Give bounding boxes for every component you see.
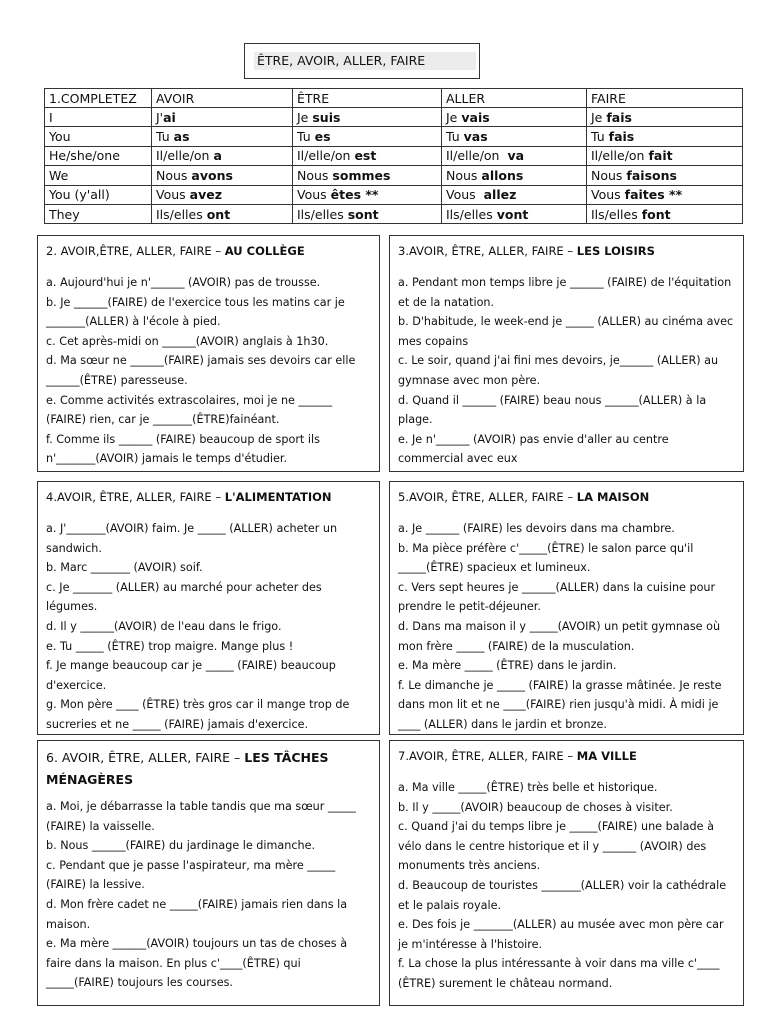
exercise-item: g. Mon père ____ (ÊTRE) très gros car il mange trop de sucreries et ne _____ (FAIRE) jamais d'exercice.: [46, 698, 350, 731]
subject-pronoun: Nous: [297, 167, 333, 183]
exercise-box: [37, 235, 380, 472]
table-row: [45, 108, 743, 127]
table-header-cell: ÊTRE: [293, 89, 442, 108]
exercise-item: e. Ma mère _____ (ÊTRE) dans le jardin.: [398, 659, 617, 673]
conjugation-cell: [587, 185, 743, 204]
table-row: [45, 185, 743, 204]
subject-pronoun: Je: [591, 109, 607, 125]
exercise-item: f. Je mange beaucoup car je _____ (FAIRE) beaucoup d'exercice.: [46, 659, 336, 692]
verb-form: es: [314, 129, 331, 145]
conjugation-cell: [152, 127, 293, 146]
exercise-item: a. Je ______ (FAIRE) les devoirs dans ma chambre.: [398, 522, 675, 535]
exercise-title: [398, 488, 735, 507]
verb-form: fais: [606, 109, 632, 125]
exercise-box: [389, 235, 744, 472]
pronoun-cell: I: [45, 108, 152, 127]
table-header-cell: FAIRE: [587, 89, 743, 108]
subject-pronoun: Ils/elles: [297, 206, 348, 222]
conjugation-cell: [442, 204, 587, 223]
verb-form: vais: [461, 109, 490, 125]
verb-form: allez: [483, 187, 517, 203]
conjugation-cell: [442, 185, 587, 204]
exercise-title-prefix: 5.AVOIR, ÊTRE, ALLER, FAIRE –: [398, 490, 577, 504]
conjugation-cell: [293, 146, 442, 165]
conjugation-cell: [442, 108, 587, 127]
exercise-item: d. Il y ______(AVOIR) de l'eau dans le frigo.: [46, 619, 282, 633]
table-row: [45, 127, 743, 146]
exercise-item: c. Cet après-midi on ______(AVOIR) anglais à 1h30.: [46, 334, 329, 348]
exercise-box: [37, 481, 380, 735]
pronoun-cell: You (y'all): [45, 185, 152, 204]
exercise-title: [46, 488, 371, 507]
subject-pronoun: Tu: [297, 129, 315, 145]
exercise-topic: MA VILLE: [576, 749, 637, 763]
table-row: [45, 146, 743, 165]
verb-form: vas: [463, 129, 488, 145]
verb-form: êtes **: [330, 187, 379, 203]
subject-pronoun: Tu: [446, 129, 464, 145]
verb-form: vont: [496, 206, 529, 222]
subject-pronoun: Tu: [591, 129, 609, 145]
exercise-item: a. Aujourd'hui je n'______ (AVOIR) pas de trousse.: [46, 276, 321, 289]
conjugation-cell: [442, 127, 587, 146]
verb-form: avez: [189, 187, 222, 203]
verb-form: a: [213, 148, 222, 164]
table-row: [45, 166, 743, 185]
exercise-item: d. Dans ma maison il y _____(AVOIR) un petit gymnase où mon frère _____ (FAIRE) de la musculation.: [398, 619, 721, 653]
subject-pronoun: Je: [446, 109, 462, 125]
subject-pronoun: Vous: [591, 187, 625, 203]
exercise-box: [37, 740, 380, 1006]
verb-form: font: [641, 206, 671, 222]
conjugation-cell: [442, 166, 587, 185]
exercise-topic: AU COLLÈGE: [224, 244, 305, 258]
exercise-title: [398, 747, 735, 766]
subject-pronoun: Nous: [591, 167, 627, 183]
table-header-cell: 1.COMPLETEZ: [45, 89, 152, 108]
exercise-title-prefix: 3.AVOIR, ÊTRE, ALLER, FAIRE –: [398, 244, 577, 258]
verb-form: faisons: [626, 167, 677, 183]
exercise-item: b. Marc _______ (AVOIR) soif.: [46, 561, 203, 575]
exercise-item: b. Nous ______(FAIRE) du jardinage le dimanche.: [46, 839, 316, 853]
conjugation-cell: [293, 166, 442, 185]
verb-form: ai: [163, 109, 176, 125]
exercise-item: d. Beaucoup de touristes _______(ALLER) voir la cathédrale et le palais royale.: [398, 878, 727, 912]
exercise-item: a. Pendant mon temps libre je ______ (FAIRE) de l'équitation et de la natation.: [398, 276, 732, 309]
subject-pronoun: Tu: [156, 129, 174, 145]
verb-form: fais: [608, 129, 635, 145]
verb-form: fait: [648, 148, 673, 164]
exercise-item: e. Ma mère ______(AVOIR) toujours un tas de choses à faire dans la maison. En plus c'____(ÊTRE) qui _____(FAIRE) toujours les courses.: [46, 937, 348, 990]
verb-form: est: [354, 148, 377, 164]
exercise-item: d. Quand il ______ (FAIRE) beau nous ______(ALLER) à la plage.: [398, 393, 707, 427]
conjugation-cell: [293, 204, 442, 223]
conjugation-cell: [442, 146, 587, 165]
exercise-title: [46, 242, 371, 261]
exercise-topic: L'ALIMENTATION: [224, 490, 332, 504]
exercise-topic: LES TÂCHES MÉNAGÈRES: [46, 750, 329, 787]
exercise-item: f. Comme ils ______ (FAIRE) beaucoup de sport ils n'_______(AVOIR) jamais le temps d'étudier.: [46, 432, 320, 466]
exercise-item: f. Le dimanche je _____ (FAIRE) la grasse mâtinée. Je reste dans mon lit et ne ____(FAIRE) rien jusqu'à midi. À midi je ____ (ALLER) dans le jardin et bronze.: [398, 678, 722, 731]
exercise-title-prefix: 2. AVOIR,ÊTRE, ALLER, FAIRE –: [46, 244, 225, 258]
subject-pronoun: Nous: [446, 167, 482, 183]
conjugation-cell: [152, 185, 293, 204]
table-header-row: [45, 89, 743, 108]
verb-form: sont: [347, 206, 379, 222]
exercise-title: [398, 242, 735, 261]
verb-form: sommes: [332, 167, 391, 183]
subject-pronoun: Vous: [156, 187, 190, 203]
conjugation-cell: [587, 166, 743, 185]
pronoun-cell: We: [45, 166, 152, 185]
exercise-item: e. Tu _____ (ÊTRE) trop maigre. Mange plus !: [46, 639, 294, 653]
exercise-box: [389, 481, 744, 735]
exercise-title: [46, 747, 371, 791]
subject-pronoun: Il/elle/on: [591, 148, 649, 164]
exercise-title-prefix: 4.AVOIR, ÊTRE, ALLER, FAIRE –: [46, 490, 225, 504]
subject-pronoun: Il/elle/on: [156, 148, 214, 164]
subject-pronoun: Vous: [297, 187, 331, 203]
verb-form: suis: [312, 109, 341, 125]
subject-pronoun: J': [156, 109, 164, 125]
table-header-cell: ALLER: [442, 89, 587, 108]
page-title: ÊTRE, AVOIR, ALLER, FAIRE: [254, 52, 476, 70]
exercise-item: e. Des fois je _______(ALLER) au musée avec mon père car je m'intéresse à l'histoire.: [398, 918, 724, 951]
conjugation-cell: [293, 108, 442, 127]
exercise-item: c. Quand j'ai du temps libre je _____(FAIRE) une balade à vélo dans le centre historique et il y ______ (AVOIR) des monuments très anciens.: [398, 820, 714, 873]
exercise-topic: LA MAISON: [576, 490, 650, 504]
exercise-item: d. Mon frère cadet ne _____(FAIRE) jamais rien dans la maison.: [46, 897, 348, 931]
pronoun-cell: He/she/one: [45, 146, 152, 165]
exercise-topic: LES LOISIRS: [576, 244, 655, 258]
exercise-item: a. Ma ville _____(ÊTRE) très belle et historique.: [398, 781, 658, 794]
exercise-item: c. Je _______ (ALLER) au marché pour acheter des légumes.: [46, 580, 322, 614]
subject-pronoun: Vous: [446, 187, 484, 203]
subject-pronoun: Ils/elles: [156, 206, 207, 222]
verb-form: as: [173, 129, 190, 145]
pronoun-cell: They: [45, 204, 152, 223]
exercise-item: e. Comme activités extrascolaires, moi je ne ______ (FAIRE) rien, car je _______(ÊTRE)fainéant.: [46, 393, 333, 427]
exercise-item: c. Vers sept heures je ______(ALLER) dans la cuisine pour prendre le petit-déjeuner.: [398, 580, 716, 614]
table-row: [45, 204, 743, 223]
subject-pronoun: Nous: [156, 167, 192, 183]
exercise-item: b. Il y _____(AVOIR) beaucoup de choses à visiter.: [398, 800, 673, 814]
conjugation-table: [44, 88, 743, 224]
exercise-item: b. Je ______(FAIRE) de l'exercice tous les matins car je _______(ALLER) à l'école à pied.: [46, 295, 345, 329]
conjugation-cell: [152, 146, 293, 165]
conjugation-cell: [293, 185, 442, 204]
title-box: [244, 43, 480, 79]
exercise-title-prefix: 6. AVOIR, ÊTRE, ALLER, FAIRE –: [46, 750, 245, 765]
verb-form: ont: [206, 206, 231, 222]
verb-form: avons: [191, 167, 233, 183]
exercise-item: c. Pendant que je passe l'aspirateur, ma mère _____ (FAIRE) la lessive.: [46, 858, 336, 892]
exercise-item: a. Moi, je débarrasse la table tandis que ma sœur _____ (FAIRE) la vaisselle.: [46, 800, 356, 833]
conjugation-cell: [587, 204, 743, 223]
exercise-item: d. Ma sœur ne ______(FAIRE) jamais ses devoirs car elle ______(ÊTRE) paresseuse.: [46, 354, 356, 387]
table-header-cell: AVOIR: [152, 89, 293, 108]
exercise-item: a. J'_______(AVOIR) faim. Je _____ (ALLER) acheter un sandwich.: [46, 522, 338, 555]
conjugation-cell: [152, 166, 293, 185]
conjugation-cell: [152, 108, 293, 127]
conjugation-cell: [152, 204, 293, 223]
subject-pronoun: Il/elle/on: [297, 148, 355, 164]
verb-form: faites **: [624, 187, 683, 203]
subject-pronoun: Ils/elles: [446, 206, 497, 222]
exercise-title-prefix: 7.AVOIR, ÊTRE, ALLER, FAIRE –: [398, 749, 577, 763]
verb-form: va: [507, 148, 525, 164]
exercise-item: e. Je n'______ (AVOIR) pas envie d'aller au centre commercial avec eux: [398, 432, 669, 466]
subject-pronoun: Il/elle/on: [446, 148, 508, 164]
exercise-item: c. Le soir, quand j'ai fini mes devoirs, je______ (ALLER) au gymnase avec mon père.: [398, 354, 719, 387]
conjugation-cell: [587, 146, 743, 165]
exercise-item: b. Ma pièce préfère c'_____(ÊTRE) le salon parce qu'il _____(ÊTRE) spacieux et lumineux.: [398, 541, 694, 575]
conjugation-cell: [587, 127, 743, 146]
subject-pronoun: Je: [297, 109, 313, 125]
exercise-box: [389, 740, 744, 1006]
verb-form: allons: [481, 167, 524, 183]
pronoun-cell: You: [45, 127, 152, 146]
subject-pronoun: Ils/elles: [591, 206, 642, 222]
exercise-item: b. D'habitude, le week-end je _____ (ALLER) au cinéma avec mes copains: [398, 315, 734, 348]
conjugation-cell: [587, 108, 743, 127]
exercise-item: f. La chose la plus intéressante à voir dans ma ville c'____ (ÊTRE) surement le château normand.: [398, 957, 720, 990]
conjugation-cell: [293, 127, 442, 146]
